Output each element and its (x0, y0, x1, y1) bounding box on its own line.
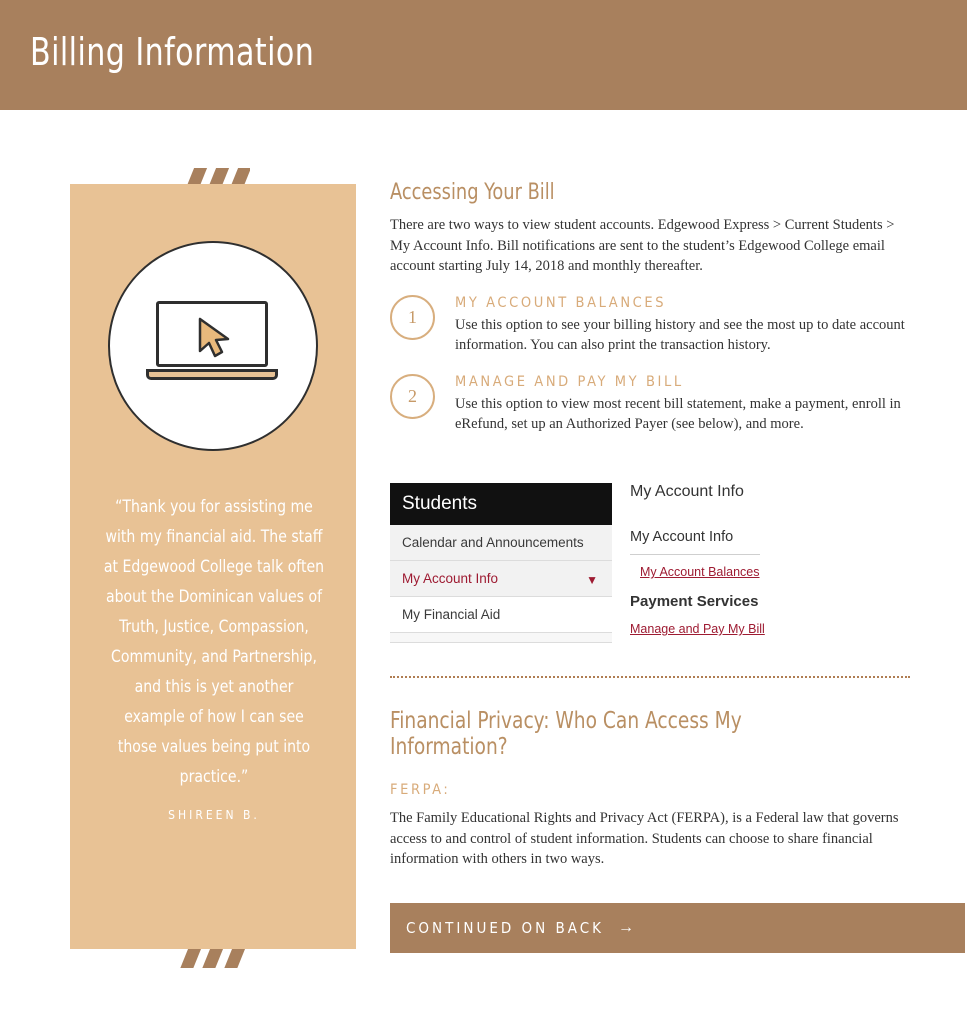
laptop-cursor-illustration (108, 241, 318, 451)
step-item-2 (390, 374, 910, 435)
step-number-2: 2 (390, 374, 435, 419)
continued-on-back-bar[interactable] (390, 903, 965, 953)
panel-section-payment-services: Payment Services (630, 593, 759, 610)
panel-heading: My Account Info (630, 483, 744, 500)
continued-on-back-label: CONTINUED ON BACK (406, 919, 605, 937)
link-my-account-balances[interactable]: My Account Balances (640, 565, 760, 579)
financial-privacy-section (390, 708, 910, 870)
portal-screenshot (390, 483, 910, 648)
step-heading-2: MANAGE AND PAY MY BILL (455, 373, 684, 390)
accessing-your-bill-section (390, 180, 910, 435)
menu-item-calendar[interactable] (390, 525, 612, 561)
account-info-panel (630, 483, 910, 636)
accessing-title: Accessing Your Bill (390, 180, 555, 205)
students-menu-header: Students (390, 483, 612, 525)
menu-item-calendar-label: Calendar and Announcements (402, 535, 584, 550)
ferpa-label: FERPA: (390, 782, 451, 798)
step-number-1: 1 (390, 295, 435, 340)
menu-item-partial (390, 633, 612, 643)
menu-item-my-financial-aid[interactable] (390, 597, 612, 633)
step-heading-1: MY ACCOUNT BALANCES (455, 294, 667, 311)
dotted-divider (390, 676, 910, 678)
chevron-down-icon[interactable]: ▼ (586, 573, 598, 587)
link-manage-and-pay-my-bill[interactable]: Manage and Pay My Bill (630, 622, 765, 636)
students-menu (390, 483, 612, 643)
arrow-right-icon: → (618, 919, 635, 936)
panel-subheading: My Account Info (630, 529, 760, 555)
page-header (0, 0, 967, 110)
menu-item-my-account-info-label: My Account Info (402, 571, 499, 586)
step-body-2: Use this option to view most recent bill statement, make a payment, enroll in eRefund, set up an Authorized Payer (see below), and more. (455, 395, 901, 432)
page-title: Billing Information (30, 30, 315, 74)
testimonial-quote: “Thank you for assisting me with my financial aid. The staff at Edgewood College talk often about the Dominican values of Truth, Justice, Compassion, Community, and Partnership, and this is yet another example of how I can see those values being put into practice.” (103, 497, 325, 787)
privacy-body: The Family Educational Rights and Privacy Act (FERPA), is a Federal law that governs access to and control of student information. Students can choose to share financial information with others in two ways. (390, 810, 899, 867)
step-body-1: Use this option to see your billing history and see the most up to date account information. You can also print the transaction history. (455, 316, 905, 353)
menu-item-my-account-info[interactable] (390, 561, 612, 597)
accessing-intro: There are two ways to view student accounts. Edgewood Express > Current Students > My Account Info. Bill notifications are sent to the student’s Edgewood College email account starting July 14, 2018 and monthly thereafter. (390, 217, 895, 274)
step-item-1 (390, 295, 910, 356)
privacy-title: Financial Privacy: Who Can Access My Information? (390, 708, 742, 760)
testimonial-attribution: SHIREEN B. (168, 808, 260, 822)
menu-item-my-financial-aid-label: My Financial Aid (402, 607, 501, 622)
